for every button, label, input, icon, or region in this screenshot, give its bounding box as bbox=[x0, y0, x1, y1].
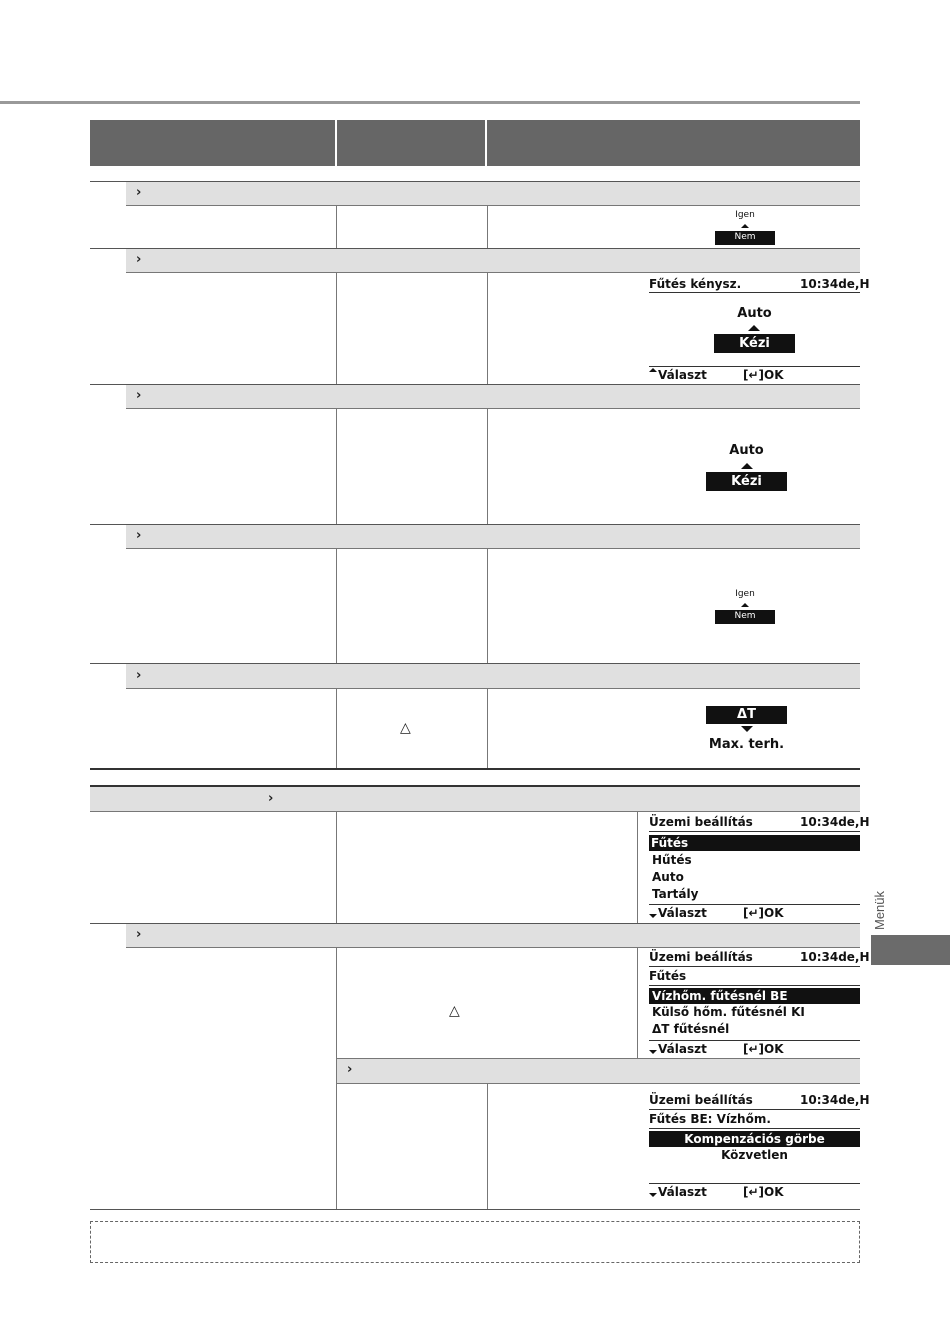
menu-item: Tartály bbox=[652, 887, 699, 901]
divider bbox=[487, 409, 488, 524]
lcd-time: 10:34de,H bbox=[800, 950, 870, 964]
section-row-1 bbox=[126, 182, 860, 205]
section-row-4 bbox=[126, 525, 860, 548]
option-igen: Igen bbox=[735, 589, 755, 599]
divider bbox=[487, 273, 488, 384]
table-header-col2 bbox=[337, 120, 485, 166]
arrow-up-icon bbox=[748, 325, 760, 331]
sidebar-menu-label: Menük bbox=[872, 890, 887, 930]
section-row-7 bbox=[126, 924, 860, 947]
menu-item: Közvetlen bbox=[721, 1148, 788, 1162]
chevron-right-icon: › bbox=[136, 388, 142, 403]
option-kezi-selected: Kézi bbox=[706, 472, 787, 491]
divider bbox=[649, 831, 860, 832]
option-auto: Auto bbox=[737, 306, 772, 321]
divider bbox=[649, 366, 860, 367]
lcd-title: Üzemi beállítás bbox=[649, 815, 753, 829]
top-rule bbox=[0, 101, 860, 104]
arrow-down-icon bbox=[741, 726, 753, 732]
divider bbox=[336, 812, 337, 923]
divider bbox=[336, 273, 337, 384]
divider bbox=[649, 904, 860, 905]
lcd-footer-select: Választ bbox=[658, 1042, 707, 1056]
arrow-down-icon bbox=[649, 1050, 657, 1054]
chevron-right-icon: › bbox=[136, 927, 142, 942]
divider bbox=[126, 688, 860, 689]
menu-item: ΔT fűtésnél bbox=[652, 1022, 730, 1036]
sidebar-tab[interactable] bbox=[871, 935, 950, 965]
section-row-5 bbox=[126, 664, 860, 688]
menu-item: Külső hőm. fűtésnél KI bbox=[652, 1005, 805, 1019]
arrow-up-icon bbox=[741, 224, 749, 228]
divider bbox=[126, 272, 860, 273]
section-row-8 bbox=[337, 1059, 860, 1083]
arrow-up-icon bbox=[741, 463, 753, 469]
divider bbox=[126, 947, 860, 948]
arrow-down-icon bbox=[649, 914, 657, 918]
divider bbox=[90, 1209, 860, 1210]
section-row-6 bbox=[90, 787, 860, 811]
lcd-time: 10:34de,H bbox=[800, 815, 870, 829]
option-deltat-selected: ΔT bbox=[706, 706, 787, 724]
lcd-footer-select: Választ bbox=[658, 368, 707, 382]
menu-item: Auto bbox=[652, 870, 684, 884]
lcd-title: Üzemi beállítás bbox=[649, 950, 753, 964]
chevron-right-icon: › bbox=[136, 528, 142, 543]
option-kezi-selected: Kézi bbox=[714, 334, 795, 353]
divider bbox=[649, 1040, 860, 1041]
warning-triangle-icon: △ bbox=[400, 720, 411, 736]
divider bbox=[649, 1109, 860, 1110]
table-header-col3 bbox=[487, 120, 860, 166]
section-row-3 bbox=[126, 385, 860, 408]
menu-item-selected: Kompenzációs görbe bbox=[649, 1131, 860, 1147]
lcd-footer-ok: [↵]OK bbox=[743, 368, 784, 382]
lcd-footer-ok: [↵]OK bbox=[743, 1042, 784, 1056]
lcd-footer-select: Választ bbox=[658, 1185, 707, 1199]
lcd-title: Fűtés kénysz. bbox=[649, 277, 742, 291]
option-nem-selected: Nem bbox=[715, 610, 775, 624]
divider bbox=[126, 548, 860, 549]
lcd-time: 10:34de,H bbox=[800, 1093, 870, 1107]
option-max-terh: Max. terh. bbox=[708, 737, 785, 752]
divider bbox=[336, 409, 337, 524]
menu-item-selected: Fűtés bbox=[649, 835, 860, 851]
lcd-subtitle: Fűtés BE: Vízhőm. bbox=[649, 1112, 771, 1126]
divider bbox=[487, 689, 488, 769]
option-nem-selected: Nem bbox=[715, 231, 775, 245]
lcd-footer-ok: [↵]OK bbox=[743, 906, 784, 920]
divider bbox=[649, 292, 860, 293]
divider bbox=[90, 811, 860, 812]
menu-item: Hűtés bbox=[652, 853, 692, 867]
chevron-right-icon: › bbox=[347, 1062, 353, 1077]
divider bbox=[487, 549, 488, 663]
note-box bbox=[90, 1221, 860, 1263]
option-auto: Auto bbox=[729, 443, 764, 458]
divider bbox=[649, 966, 860, 967]
option-igen: Igen bbox=[735, 210, 755, 220]
divider bbox=[649, 1128, 860, 1129]
lcd-footer-select: Választ bbox=[658, 906, 707, 920]
lcd-subtitle: Fűtés bbox=[649, 969, 687, 983]
divider bbox=[336, 689, 337, 769]
divider bbox=[649, 1183, 860, 1184]
menu-item-selected: Vízhőm. fűtésnél BE bbox=[649, 988, 860, 1004]
lcd-time: 10:34de,H bbox=[800, 277, 870, 291]
divider bbox=[487, 206, 488, 248]
chevron-right-icon: › bbox=[136, 668, 142, 683]
chevron-right-icon: › bbox=[268, 791, 274, 806]
divider bbox=[126, 205, 860, 206]
divider bbox=[649, 985, 860, 986]
divider bbox=[126, 408, 860, 409]
divider bbox=[336, 549, 337, 663]
chevron-right-icon: › bbox=[136, 185, 142, 200]
divider bbox=[637, 812, 638, 923]
arrow-down-icon bbox=[649, 1193, 657, 1197]
divider bbox=[90, 768, 860, 770]
arrow-up-icon bbox=[741, 603, 749, 607]
lcd-title: Üzemi beállítás bbox=[649, 1093, 753, 1107]
divider bbox=[336, 206, 337, 248]
divider bbox=[487, 1084, 488, 1210]
chevron-right-icon: › bbox=[136, 252, 142, 267]
arrow-up-icon bbox=[649, 368, 657, 372]
section-row-2 bbox=[126, 249, 860, 272]
lcd-footer-ok: [↵]OK bbox=[743, 1185, 784, 1199]
divider bbox=[337, 1083, 860, 1084]
warning-triangle-icon: △ bbox=[449, 1003, 460, 1019]
divider bbox=[637, 948, 638, 1058]
table-header-col1 bbox=[90, 120, 335, 166]
